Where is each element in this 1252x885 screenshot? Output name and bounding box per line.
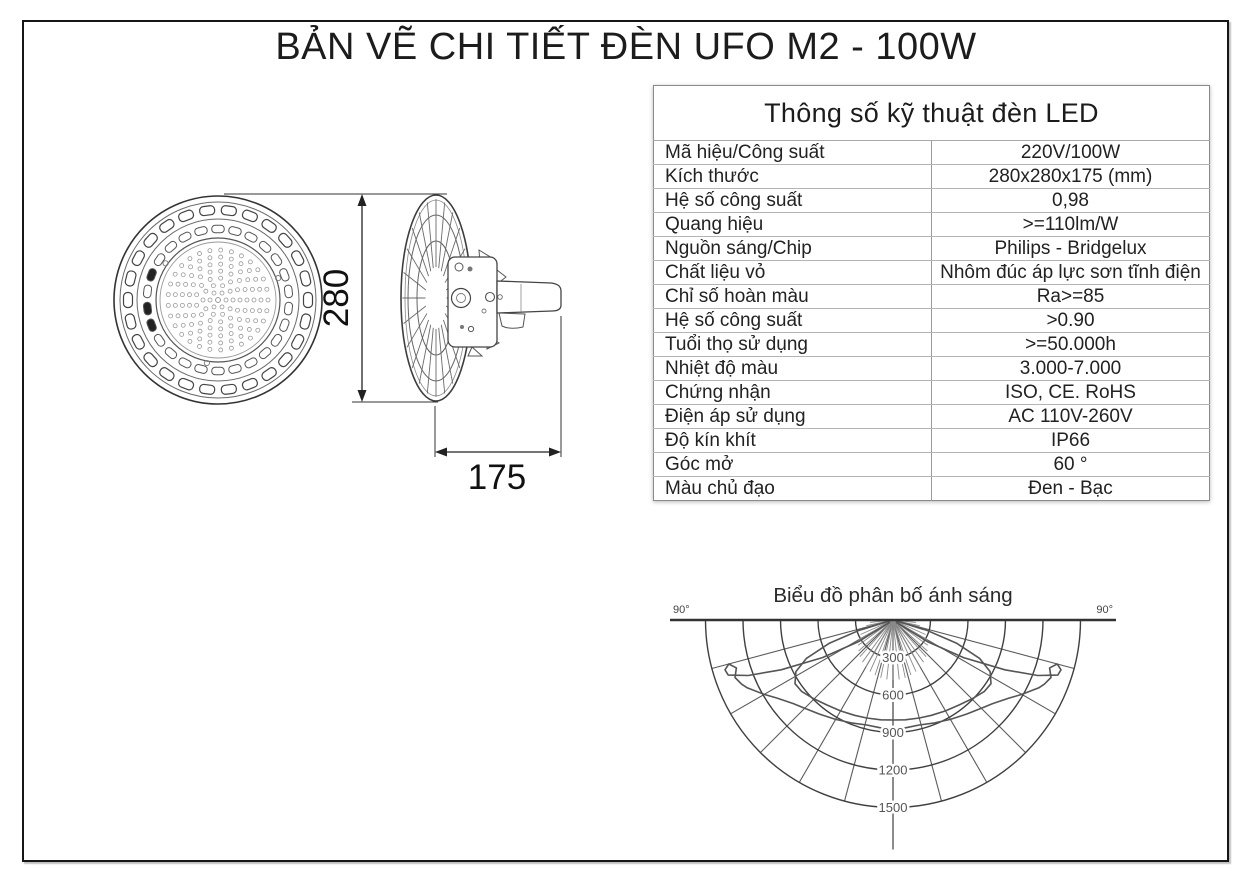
spec-row — [654, 405, 1210, 429]
spec-label: Điện áp sử dụng — [654, 405, 932, 429]
spec-value: Đen - Bạc — [1028, 477, 1113, 499]
spec-label: Quang hiệu — [654, 213, 932, 237]
spec-row — [654, 213, 1210, 237]
polar-plot — [670, 620, 1116, 850]
heatsink-slot — [221, 205, 237, 216]
heatsink-slot — [212, 367, 225, 375]
spec-row — [654, 165, 1210, 189]
spec-value: 0,98 — [932, 189, 1210, 213]
spec-value: >=110lm/W — [932, 213, 1210, 237]
side-view — [401, 195, 561, 401]
spec-label: Hệ số công suất — [654, 189, 932, 213]
spec-row — [654, 261, 1210, 285]
spec-value: 220V/100W — [932, 141, 1210, 165]
spec-value: Philips - Bridgelux — [932, 237, 1210, 261]
heatsink-slot — [304, 293, 313, 308]
heatsink-slot — [199, 384, 215, 395]
polar-radial — [760, 620, 893, 753]
spec-label: Mã hiệu/Công suất — [654, 141, 932, 165]
spec-label: Hệ số công suất — [654, 309, 932, 333]
spec-row — [654, 357, 1210, 381]
spec-row — [654, 333, 1210, 357]
spec-value: IP66 — [932, 429, 1210, 453]
heatsink-slot — [284, 302, 293, 315]
spec-row — [654, 381, 1210, 405]
chart-title: Biểu đồ phân bố ánh sáng — [773, 584, 1013, 607]
heatsink-slot — [143, 285, 152, 298]
dim-height-label: 280 — [317, 268, 356, 328]
spec-row — [654, 453, 1210, 477]
spec-label: Chỉ số hoàn màu — [654, 285, 932, 309]
mounting-bracket — [448, 250, 561, 356]
polar-radial — [893, 620, 1026, 753]
spec-table — [653, 85, 1210, 501]
spec-value: Ra>=85 — [932, 285, 1210, 309]
ring-label: 900 — [882, 725, 904, 740]
ring-label: 600 — [882, 687, 904, 703]
heatsink-slot — [143, 302, 152, 315]
spec-value: >=50.000h — [932, 333, 1210, 357]
heatsink-slot — [284, 285, 293, 298]
ring-label: 1500 — [878, 800, 908, 815]
spec-value: AC 110V-260V — [932, 405, 1210, 429]
heatsink-slot — [212, 225, 225, 233]
light-distribution-chart — [650, 555, 1130, 870]
spec-row — [654, 285, 1210, 309]
heatsink-slot — [199, 205, 215, 216]
spec-label: Chứng nhận — [654, 381, 932, 405]
top-view — [114, 196, 322, 404]
spec-row — [654, 477, 1210, 501]
spec-row — [654, 237, 1210, 261]
spec-value: ISO, CE. RoHS — [932, 381, 1210, 405]
technical-drawing — [80, 170, 600, 500]
spec-row — [654, 189, 1210, 213]
spec-label: Nguồn sáng/Chip — [654, 237, 932, 261]
spec-label: Màu chủ đạo — [654, 477, 932, 501]
spec-row — [654, 141, 1210, 165]
spec-row — [654, 429, 1210, 453]
spec-value: 280x280x175 (mm) — [932, 165, 1210, 189]
page-title: BẢN VẼ CHI TIẾT ĐÈN UFO M2 - 100W — [275, 26, 977, 68]
angle-label-left: 90° — [673, 604, 690, 616]
spec-value: Nhôm đúc áp lực sơn tĩnh điện — [932, 261, 1210, 285]
heatsink-slot — [124, 293, 133, 308]
spec-label: Chất liệu vỏ — [654, 261, 932, 285]
spec-table-title: Thông số kỹ thuật đèn LED — [654, 86, 1210, 141]
spec-value: 3.000-7.000 — [932, 357, 1210, 381]
spec-label: Góc mở — [654, 453, 932, 477]
heatsink-slot — [221, 384, 237, 395]
spec-row — [654, 309, 1210, 333]
spec-label: Độ kín khít — [654, 429, 932, 453]
spec-label: Kích thước — [654, 165, 932, 189]
spec-value: >0.90 — [932, 309, 1210, 333]
angle-label-right: 90° — [1096, 604, 1113, 616]
spec-label: Tuổi thọ sử dụng — [654, 333, 932, 357]
ring-label: 1200 — [878, 762, 908, 778]
spec-label: Nhiệt độ màu — [654, 357, 932, 381]
spec-rows — [654, 141, 1210, 501]
dim-width-label: 175 — [467, 458, 527, 497]
spec-value: 60 ° — [932, 453, 1210, 477]
ring-label: 300 — [882, 650, 904, 665]
